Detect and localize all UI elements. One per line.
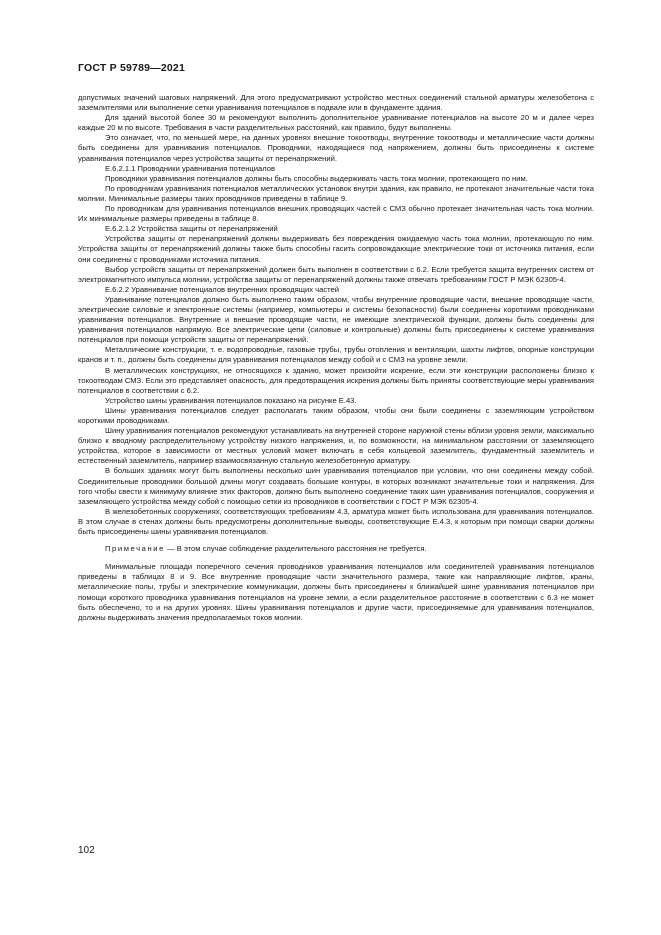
paragraph: В металлических конструкциях, не относящихся к зданию, может произойти искрение, если эти конструкции расположены близко к токоотводам СМЗ. Если это представляет опасность, для предотвращения искрения должны быть приняты соответствующие меры уравнивания потенциалов в соответствии с 6.2. xyxy=(78,365,594,395)
note-text: — В этом случае соблюдение разделительного расстояния не требуется. xyxy=(164,544,427,554)
paragraph: Проводники уравнивания потенциалов должны быть способны выдерживать часть тока молнии, протекающего по ним. xyxy=(105,173,528,183)
paragraph: Выбор устройств защиты от перенапряжений должен быть выполнен в соответствии с 6.2. Если требуется защита внутренних систем от электромагнитного импульса молнии, устройства защиты от перенапряжений должны также отвечать требованиям ГОСТ Р МЭК 62305-4. xyxy=(78,264,594,284)
note xyxy=(78,544,594,554)
paragraph: По проводникам уравнивания потенциалов металлических установок внутри здания, как правило, не протекают значительные части тока молнии. Минимальные размеры таких проводников приведены в таблице 9. xyxy=(78,183,594,203)
paragraph: Минимальные площади поперечного сечения проводников уравнивания потенциалов или соединителей уравнивания потенциалов приведены в таблицах 8 и 9. Все внутренние проводящие части значительного размера, такие как направляющие лифтов, краны, металлические полы, трубы и электрические коммуникации, должны быть присоединены к ближайшей шине уравнивания потенциалов при помощи короткого проводника уравнивания потенциалов на уровне земли, а если разделительное расстояние в соответствии с 6.3 не может быть обеспечено, то и на других уровнях. Шины уравнивания потенциалов и другие части, присоединяемые для уравнивания потенциалов, должны выдерживать значения предполагаемых токов молнии. xyxy=(78,562,594,622)
paragraph: Уравнивание потенциалов должно быть выполнено таким образом, чтобы внутренние проводящие части, внешние проводящие части, электрические силовые и электронные системы (например, компьютеры и системы безопасности) были соединены короткими проводниками уравнивания потенциалов. Внутренние и внешние проводящие части, не имеющие электрической функции, должны быть соединены для уравнивания потенциалов напрямую. Все электрические цепи (силовые и контрольные) должны быть присоединены к системе уравнивания потенциалов при помощи устройств защиты от перенапряжений. xyxy=(78,294,594,345)
section-heading: Е.6.2.2 Уравнивание потенциалов внутренних проводящих частей xyxy=(105,284,340,294)
paragraph: Это означает, что, по меньшей мере, на данных уровнях внешние токоотводы, внутренние токоотводы и металлические части должны быть соединены для уравнивания потенциалов. Проводники, находящиеся под напряжением, должны быть присоединены к системе уравнивания потенциалов через устройства защиты от перенапряжений. xyxy=(78,133,594,163)
paragraph: Металлические конструкции, т. е. водопроводные, газовые трубы, трубы отопления и вентиляции, шахты лифтов, опорные конструкции кранов и т. п., должны быть соединены для уравнивания потенциалов между собой и с СМЗ на уровне земли. xyxy=(78,345,594,365)
paragraph: Шины уравнивания потенциалов следует располагать таким образом, чтобы они были соединены с заземляющим устройством короткими проводниками. xyxy=(78,405,594,425)
note-label: Примечание xyxy=(105,544,165,554)
paragraph: По проводникам для уравнивания потенциалов внешних проводящих частей с СМЗ обычно протекает значительная часть тока молнии. Их минимальные размеры приведены в таблице 8. xyxy=(78,204,594,224)
document-body xyxy=(78,93,594,623)
paragraph: Устройства защиты от перенапряжений должны выдерживать без повреждения ожидаемую часть тока молнии, протекающую по ним. Устройства защиты от перенапряжений должны также быть способны гасить сопровождающие электрические токи от источника питания, если они соединены с проводниками источника питания. xyxy=(78,234,594,264)
paragraph: Устройство шины уравнивания потенциалов показано на рисунке Е.43. xyxy=(105,395,357,405)
paragraph: Для зданий высотой более 30 м рекомендуют выполнить дополнительное уравнивание потенциалов на высоте 20 м и далее через каждые 20 м по высоте. Требования в части разделительных расстояний, как правило, будут выполнены. xyxy=(78,113,594,133)
section-heading: Е.6.2.1.2 Устройства защиты от перенапряжений xyxy=(105,224,278,234)
document-header: ГОСТ Р 59789—2021 xyxy=(78,62,186,74)
paragraph: В железобетонных сооружениях, соответствующих требованиям 4.3, арматура может быть использована для уравнивания потенциалов. В этом случае в стенах должны быть предусмотрены дополнительные выводы, соответствующие Е.4.3, к которым при помощи сварки должны быть присоединены шины уравнивания потенциалов. xyxy=(78,506,594,537)
section-heading: Е.6.2.1.1 Проводники уравнивания потенциалов xyxy=(105,163,275,173)
paragraph: допустимых значений шаговых напряжений. Для этого предусматривают устройство местных соединений стальной арматуры железобетона с заземлителями или выполнение сетки уравнивания потенциалов в подвале или в фундаменте здания. xyxy=(78,93,594,113)
paragraph: Шину уравнивания потенциалов рекомендуют устанавливать на внутренней стороне наружной стены вблизи уровня земли, максимально близко к вводному распределительному устройству низкого напряжения, и, по возможности, на минимальном расстоянии от заземляющего устройства, которое в зависимости от местных условий может включать в себя кольцевой заземлитель, фундаментный заземлитель и естественный заземлитель, например взаимосвязанную стальную железобетонную арматуру. xyxy=(78,426,594,466)
page-number: 102 xyxy=(78,845,95,856)
paragraph: В больших зданиях могут быть выполнены несколько шин уравнивания потенциалов при условии, что они соединены между собой. Соединительные проводники большой длины могут создавать большие контуры, в которых возникают значительные токи и напряжения. Для того чтобы свести к минимуму влияние этих факторов, должно быть выполнено соединение таких шин уравнивания потенциалов, сооружения и заземляющего устройства между собой с помощью сетки из проводников в соответствии с ГОСТ Р МЭК 62305-4. xyxy=(78,466,594,506)
